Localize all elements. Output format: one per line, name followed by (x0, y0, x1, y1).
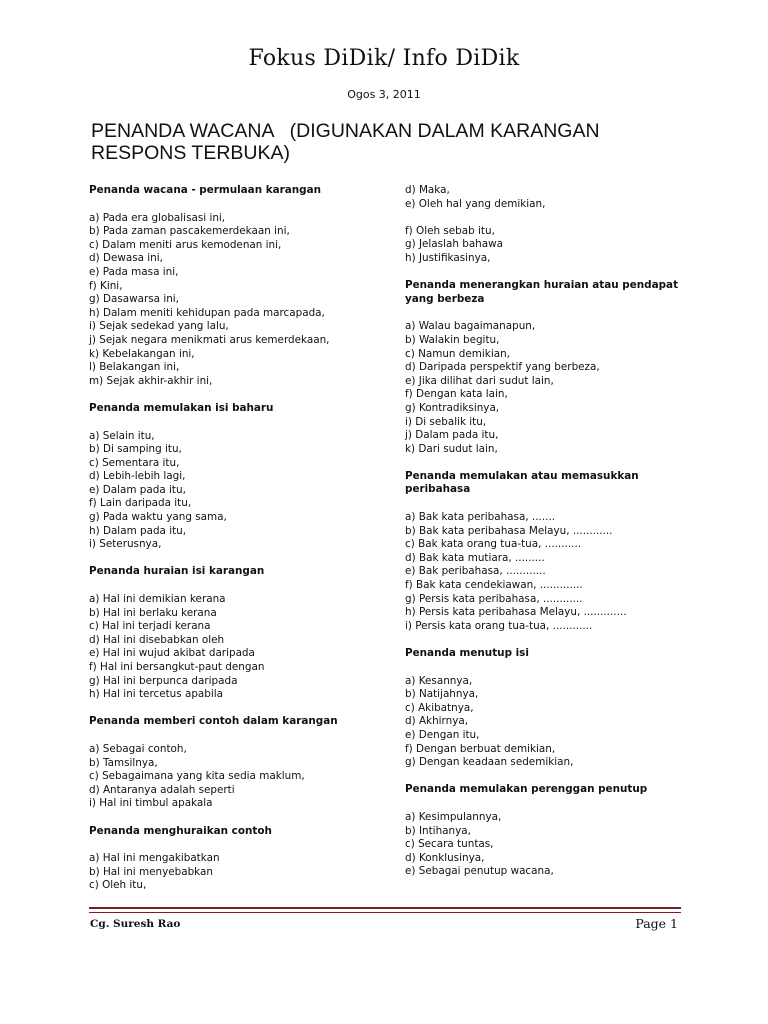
section (405, 647, 705, 783)
list-item: d) Bak kata mutiara, ......... (405, 551, 545, 564)
list-item: c) Secara tuntas, (405, 838, 494, 851)
right-column (405, 184, 705, 879)
list-item: b) Di samping itu, (89, 443, 182, 456)
section (89, 184, 389, 402)
list-item: b) Bak kata peribahasa Melayu, ............ (405, 524, 613, 537)
list-item: e) Pada masa ini, (89, 265, 179, 278)
list-item: a) Hal ini demikian kerana (89, 593, 226, 606)
list-item: a) Sebagai contoh, (89, 742, 187, 755)
item-list (405, 811, 705, 879)
list-item: h) Justifikasinya, (405, 251, 491, 264)
left-column (89, 184, 389, 893)
section (89, 402, 389, 566)
section-heading: Penanda menutup isi (405, 647, 529, 659)
document-title (91, 120, 691, 164)
list-item: d) Maka, (405, 184, 450, 196)
item-list (405, 320, 705, 456)
section-heading: Penanda menerangkan huraian atau pendapat yang berbeza (405, 279, 679, 305)
section-spacer (89, 552, 389, 566)
list-item: b) Natijahnya, (405, 688, 479, 701)
list-item: d) Konklusinya, (405, 851, 485, 864)
document-title-line-1: PENANDA WACANA (DIGUNAKAN DALAM KARANGAN (91, 120, 600, 142)
list-item: c) Oleh itu, (89, 879, 147, 892)
list-item: g) Persis kata peribahasa, ............ (405, 592, 583, 605)
footer-author: Cg. Suresh Rao (90, 918, 181, 930)
item-list (405, 184, 705, 266)
list-item: a) Hal ini mengakibatkan (89, 852, 220, 865)
list-spacer (405, 211, 705, 225)
list-item: g) Pada waktu yang sama, (89, 511, 227, 524)
list-item: f) Lain daripada itu, (89, 497, 192, 510)
item-list (89, 212, 389, 389)
page-header-title: Fokus DiDik/ Info DiDik (248, 46, 520, 71)
section-spacer (89, 388, 389, 402)
list-item: a) Walau bagaimanapun, (405, 320, 536, 333)
list-item: a) Kesannya, (405, 674, 473, 687)
list-item: d) Hal ini disebabkan oleh (89, 633, 225, 646)
item-list (405, 511, 705, 633)
list-item: h) Hal ini tercetus apabila (89, 688, 224, 701)
section-heading: Penanda memulakan isi baharu (89, 401, 274, 414)
footer-page-number: Page 1 (635, 916, 678, 931)
section (405, 783, 705, 879)
section-spacer (89, 702, 389, 716)
list-item: i) Hal ini timbul apakala (89, 797, 213, 810)
section-spacer (405, 266, 705, 280)
section (405, 184, 705, 279)
section (405, 470, 705, 647)
item-list (405, 675, 705, 770)
section-heading: Penanda memulakan atau memasukkan peribahasa (405, 469, 639, 496)
list-item: c) Hal ini terjadi kerana (89, 620, 211, 633)
list-item: e) Hal ini wujud akibat daripada (89, 647, 255, 660)
list-item: m) Sejak akhir-akhir ini, (89, 374, 213, 387)
page-date: Ogos 3, 2011 (347, 88, 421, 101)
section-spacer (405, 633, 705, 647)
list-item: e) Dalam pada itu, (89, 483, 186, 496)
footer-divider (89, 907, 681, 913)
item-list (89, 593, 389, 702)
list-item: c) Namun demikian, (405, 347, 510, 360)
section-spacer (89, 811, 389, 825)
list-item: i) Persis kata orang tua-tua, ............ (405, 619, 593, 632)
document-title-line-2: RESPONS TERBUKA) (91, 142, 291, 164)
section (89, 825, 389, 893)
list-item: g) Dengan keadaan sedemikian, (405, 756, 574, 769)
list-item: c) Sementara itu, (89, 456, 180, 469)
list-item: j) Dalam pada itu, (405, 429, 499, 442)
list-item: f) Dengan kata lain, (405, 388, 508, 401)
list-item: i) Seterusnya, (89, 538, 162, 551)
list-item: g) Jelaslah bahawa (405, 238, 504, 251)
list-item: f) Oleh sebab itu, (405, 224, 495, 237)
list-item: k) Dari sudut lain, (405, 442, 498, 455)
section-heading: Penanda menghuraikan contoh (89, 824, 272, 837)
list-item: f) Kini, (89, 279, 123, 292)
list-item: h) Dalam pada itu, (89, 524, 187, 537)
list-item: g) Kontradiksinya, (405, 401, 500, 414)
section-heading: Penanda huraian isi karangan (89, 565, 265, 578)
item-list (89, 852, 389, 893)
item-list (89, 743, 389, 811)
list-item: d) Antaranya adalah seperti (89, 783, 235, 796)
list-item: g) Dasawarsa ini, (89, 293, 179, 306)
section (89, 715, 389, 824)
list-item: i) Sejak sedekad yang lalu, (89, 320, 229, 333)
list-item: d) Daripada perspektif yang berbeza, (405, 361, 600, 374)
list-item: j) Sejak negara menikmati arus kemerdekaan, (89, 333, 330, 346)
section (405, 279, 705, 470)
list-item: c) Sebagaimana yang kita sedia maklum, (89, 770, 305, 783)
section (89, 565, 389, 715)
list-item: e) Oleh hal yang demikian, (405, 197, 546, 210)
list-item: b) Tamsilnya, (89, 756, 158, 769)
section-heading: Penanda wacana - permulaan karangan (89, 184, 322, 196)
list-item: d) Lebih-lebih lagi, (89, 470, 186, 483)
list-item: l) Belakangan ini, (89, 361, 180, 374)
list-item: c) Bak kata orang tua-tua, ........... (405, 538, 582, 551)
list-item: f) Hal ini bersangkut-paut dengan (89, 661, 265, 673)
list-item: e) Jika dilihat dari sudut lain, (405, 374, 554, 387)
list-item: a) Pada era globalisasi ini, (89, 211, 226, 224)
list-item: e) Sebagai penutup wacana, (405, 865, 554, 878)
list-item: b) Pada zaman pascakemerdekaan ini, (89, 225, 290, 238)
section-spacer (405, 770, 705, 784)
list-item: e) Bak peribahasa, ............ (405, 565, 546, 578)
list-item: a) Selain itu, (89, 429, 155, 442)
item-list (89, 430, 389, 552)
list-item: b) Intihanya, (405, 824, 471, 837)
list-item: h) Dalam meniti kehidupan pada marcapada, (89, 306, 325, 319)
list-item: d) Dewasa ini, (89, 252, 163, 265)
section-spacer (405, 456, 705, 470)
section-heading: Penanda memberi contoh dalam karangan (89, 715, 338, 728)
section-heading: Penanda memulakan perenggan penutup (405, 783, 648, 796)
list-item: e) Dengan itu, (405, 728, 480, 741)
list-item: b) Hal ini menyebabkan (89, 865, 213, 878)
list-item: k) Kebelakangan ini, (89, 347, 195, 360)
list-item: f) Dengan berbuat demikian, (405, 742, 556, 755)
list-item: c) Dalam meniti arus kemodenan ini, (89, 238, 282, 251)
list-item: d) Akhirnya, (405, 715, 469, 728)
list-item: g) Hal ini berpunca daripada (89, 674, 238, 687)
list-item: b) Walakin begitu, (405, 333, 500, 346)
list-item: a) Bak kata peribahasa, ....... (405, 511, 556, 524)
list-item: a) Kesimpulannya, (405, 810, 502, 823)
list-item: i) Di sebalik itu, (405, 415, 487, 428)
list-item: c) Akibatnya, (405, 701, 474, 714)
list-item: h) Persis kata peribahasa Melayu, ............. (405, 606, 627, 619)
list-item: f) Bak kata cendekiawan, ............. (405, 579, 583, 592)
list-item: b) Hal ini berlaku kerana (89, 606, 217, 619)
